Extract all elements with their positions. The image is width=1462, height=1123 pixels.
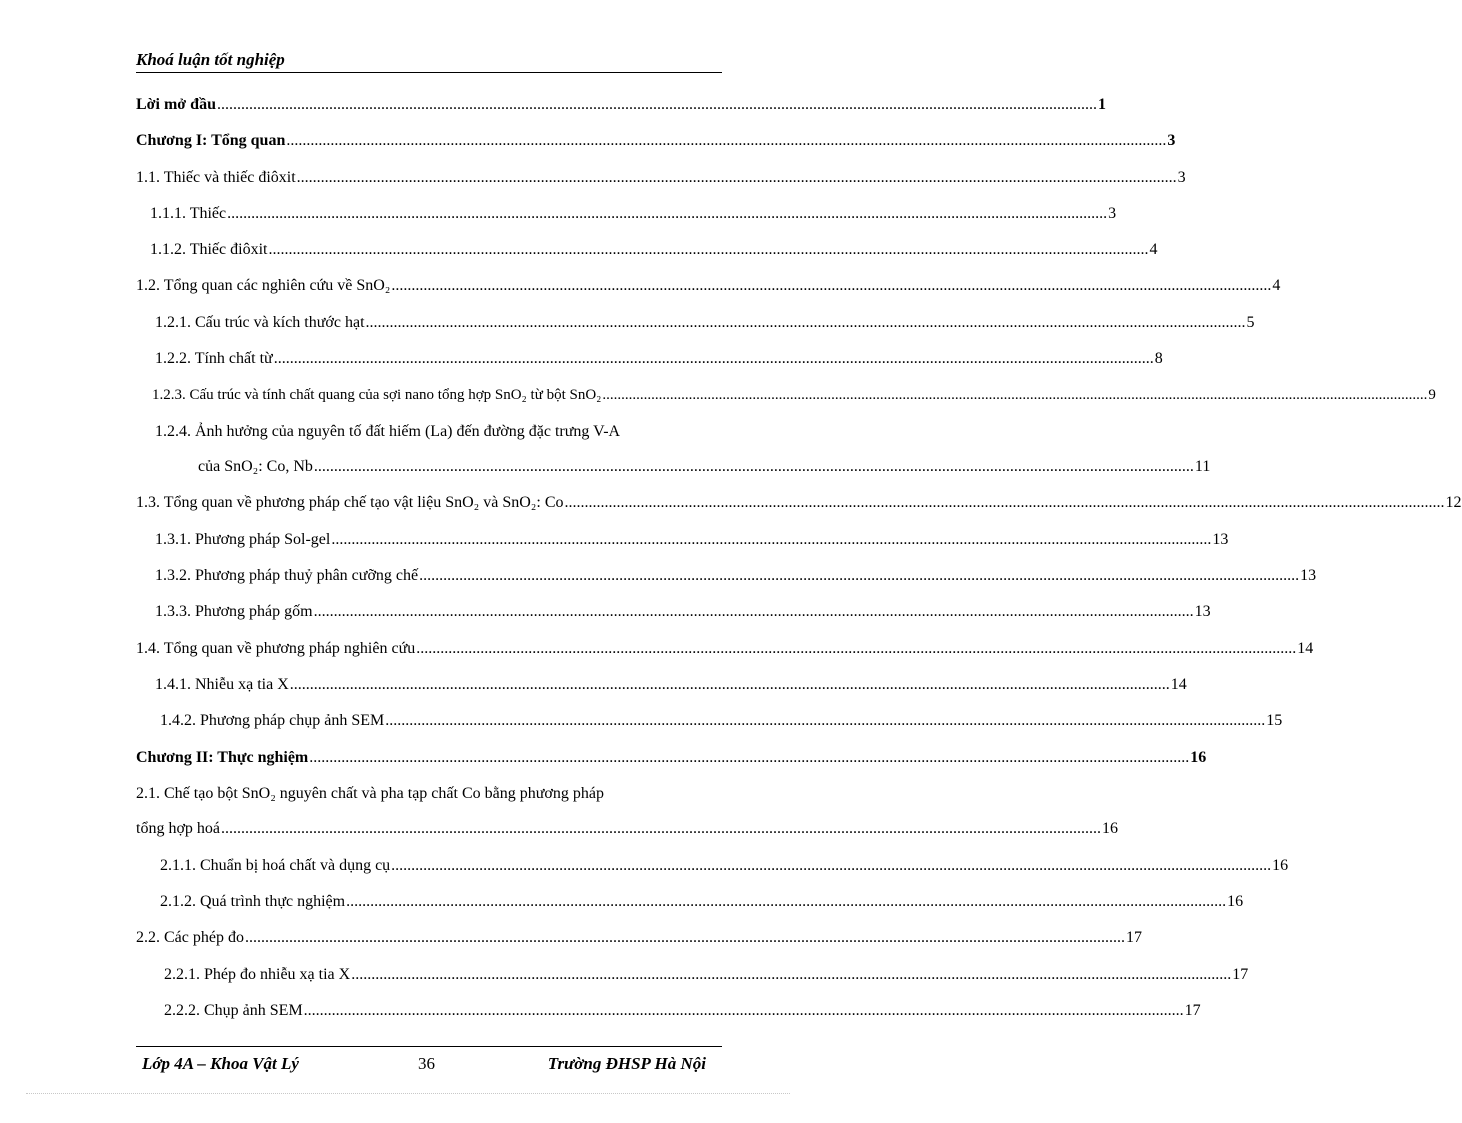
toc-entry [0, 670, 1187, 706]
toc-entry-label: 1.2. Tổng quan các nghiên cứu về SnO₂ [136, 277, 391, 295]
toc-entry-label: 1.3. Tổng quan về phương pháp chế tạo vật liệu SnO₂ và SnO₂: Co [136, 494, 564, 512]
toc-page-number: 16 [1272, 856, 1289, 874]
toc-page-number: 8 [1154, 350, 1163, 368]
toc-leader-dots: ............................................................................................................................................................................................................................ [286, 132, 1167, 150]
toc-entry-label: 1.3.2. Phương pháp thuỷ phân cưỡng chế [155, 567, 419, 585]
toc-entry-label: 1.3.1. Phương pháp Sol-gel [155, 530, 331, 548]
toc-page-number: 14 [1170, 675, 1187, 693]
toc-leader-dots: ............................................................................................................................................................................................................................ [346, 892, 1227, 910]
toc-page-number: 3 [1167, 132, 1176, 150]
page-footer [136, 1046, 722, 1083]
toc-entry [0, 634, 1314, 670]
toc-entry-label: Lời mở đầu [136, 96, 216, 113]
toc-entry [0, 344, 1163, 380]
toc-entry-label: 1.2.4. Ảnh hưởng của nguyên tố đất hiếm (La) đến đường đặc trưng V-A [155, 422, 621, 440]
toc-entry [0, 90, 1106, 126]
toc-entry-label: 1.2.1. Cấu trúc và kích thước hạt [155, 313, 365, 331]
toc-entry-label: của SnO₂: Co, Nb [198, 458, 313, 476]
page-bottom-rule [26, 1093, 790, 1094]
toc-entry [0, 779, 816, 815]
toc-entry [0, 743, 1207, 779]
toc-leader-dots: ............................................................................................................................................................................................................................ [419, 567, 1300, 585]
toc-entry-label: Chương II: Thực nghiệm [136, 748, 309, 766]
toc-entry [0, 996, 1201, 1032]
toc-entry [0, 235, 1158, 271]
toc-leader-dots: ............................................................................................................................................................................................................................ [365, 313, 1246, 331]
toc-page-number: 4 [1149, 241, 1158, 259]
toc-page-number: 13 [1212, 530, 1229, 548]
toc-entry-label: 1.1. Thiếc và thiếc điôxit [136, 168, 296, 186]
toc-leader-dots: ............................................................................................................................................................................................................................ [385, 712, 1266, 730]
toc-entry [0, 452, 1211, 488]
toc-leader-dots: ............................................................................................................................................................................................................................ [313, 603, 1194, 621]
toc-leader-dots: ............................................................................................................................................................................................................................ [221, 820, 1102, 838]
toc-page-number: 15 [1266, 712, 1283, 730]
toc-entry [0, 597, 1211, 633]
toc-leader-dots: ............................................................................................................................................................................................................................ [313, 458, 1194, 476]
toc-entry-label: 2.2.1. Phép đo nhiễu xạ tia X [164, 965, 351, 983]
toc-leader-dots: ............................................................................................................................................................................................................................ [331, 530, 1212, 548]
toc-entry [0, 488, 1462, 524]
toc-page-number: 4 [1272, 277, 1281, 295]
toc-entry-label: 2.1.2. Quá trình thực nghiệm [160, 892, 346, 910]
toc-entry [0, 271, 1281, 307]
toc-leader-dots: ............................................................................................................................................................................................................................ [303, 1001, 1184, 1019]
toc-page-number: 5 [1246, 313, 1255, 331]
footer-class-label: Lớp 4A – Khoa Vật Lý [142, 1054, 299, 1073]
toc-page-number: 17 [1232, 965, 1249, 983]
toc-page-number: 9 [1428, 387, 1436, 404]
header-title: Khoá luận tốt nghiệp [136, 50, 285, 69]
toc-entry [0, 887, 1244, 923]
toc-leader-dots: ............................................................................................................................................................................................................................ [227, 204, 1108, 222]
toc-page-number: 1 [1097, 96, 1106, 113]
table-of-contents [0, 90, 1462, 1032]
toc-leader-dots: ............................................................................................................................................................................................................................ [244, 929, 1125, 947]
toc-page-number: 17 [1184, 1001, 1201, 1019]
toc-entry-label: 1.4.2. Phương pháp chụp ảnh SEM [160, 712, 385, 730]
toc-leader-dots: ............................................................................................................................................................................................................................ [416, 639, 1297, 657]
toc-leader-dots: ............................................................................................................................................................................................................................ [351, 965, 1232, 983]
page-header [136, 48, 722, 73]
toc-entry [0, 126, 1176, 162]
toc-page-number: 17 [1125, 929, 1142, 947]
toc-entry [0, 380, 1436, 416]
toc-entry [0, 814, 1119, 850]
toc-leader-dots: ............................................................................................................................................................................................................................ [273, 350, 1154, 368]
footer-university-label: Trường ĐHSP Hà Nội [547, 1054, 706, 1073]
toc-entry [0, 923, 1142, 959]
toc-page-number: 3 [1108, 204, 1117, 222]
toc-page-number: 16 [1227, 892, 1244, 910]
toc-page-number: 11 [1194, 458, 1211, 476]
toc-leader-dots: ............................................................................................................................................................................................................................ [309, 748, 1190, 766]
toc-entry [0, 163, 1186, 199]
toc-entry-label: 1.2.3. Cấu trúc và tính chất quang của sợi nano tổng hợp SnO₂ từ bột SnO₂ [152, 387, 602, 404]
toc-page-number: 16 [1190, 748, 1207, 766]
toc-page-number: 13 [1194, 603, 1211, 621]
toc-entry-label: 2.1.1. Chuẩn bị hoá chất và dụng cụ [160, 856, 391, 874]
toc-leader-dots: ............................................................................................................................................................................................................................ [296, 168, 1177, 186]
toc-entry [0, 960, 1249, 996]
toc-entry-label: 1.2.2. Tính chất từ [155, 350, 273, 368]
toc-page-number: 14 [1297, 639, 1314, 657]
toc-entry-label: tổng hợp hoá [136, 820, 221, 838]
toc-entry-label: 2.1. Chế tạo bột SnO₂ nguyên chất và pha tạp chất Co bằng phương pháp [136, 784, 604, 802]
toc-entry [0, 561, 1317, 597]
toc-entry [0, 308, 1255, 344]
toc-entry-label: 1.4.1. Nhiễu xạ tia X [155, 675, 289, 693]
toc-leader-dots: ............................................................................................................................................................................................................................ [564, 494, 1445, 512]
toc-entry-label: 1.3.3. Phương pháp gốm [155, 603, 313, 621]
toc-entry-label: 1.1.2. Thiếc điôxit [150, 241, 268, 259]
toc-entry [0, 706, 1283, 742]
toc-page-number: 3 [1177, 168, 1186, 186]
toc-leader-dots: ............................................................................................................................................................................................................................ [391, 277, 1272, 295]
toc-entry [0, 417, 816, 453]
toc-entry-label: 2.2. Các phép đo [136, 929, 244, 947]
toc-page-number: 13 [1300, 567, 1317, 585]
toc-page-number: 16 [1102, 820, 1119, 838]
toc-entry [0, 851, 1289, 887]
toc-entry-label: 1.1.1. Thiếc [150, 204, 227, 222]
toc-leader-dots: ............................................................................................................................................................................................................................ [216, 96, 1097, 113]
toc-entry-label: 1.4. Tổng quan về phương pháp nghiên cứu [136, 639, 416, 657]
toc-entry-label: Chương I: Tổng quan [136, 132, 286, 150]
toc-leader-dots: ............................................................................................................................................................................................................................ [268, 241, 1149, 259]
toc-leader-dots: ............................................................................................................................................................................................................................ [602, 387, 1428, 404]
toc-entry-label: 2.2.2. Chụp ảnh SEM [164, 1001, 303, 1019]
toc-entry [0, 525, 1229, 561]
toc-leader-dots: ............................................................................................................................................................................................................................ [391, 856, 1272, 874]
toc-page-number: 12 [1445, 494, 1462, 512]
toc-entry [0, 199, 1117, 235]
footer-page-number: 36 [418, 1054, 435, 1073]
toc-leader-dots: ............................................................................................................................................................................................................................ [289, 675, 1170, 693]
